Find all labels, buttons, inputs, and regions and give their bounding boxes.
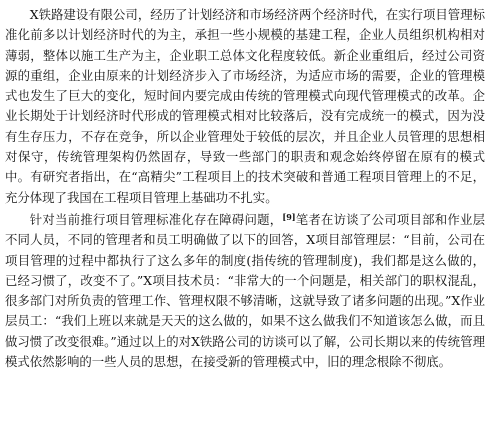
paragraph-text-before-citation: 针对当前推行项目管理标准化存在障碍问题， bbox=[29, 211, 283, 227]
citation-reference: [9] bbox=[282, 211, 296, 222]
document-page bbox=[5, 5, 485, 425]
paragraph-company-background: X铁路建设有限公司，经历了计划经济和市场经济两个经济时代，在实行项目管理标准化前多以计划经济时代的为主，承担一些小规模的基建工程，企业人员组织机构相对薄弱，整体以施工生产为主，企业职工总体文化程度较低。新企业重组后，经过公司资源的重组，企业由原来的计划经济步入了市场经济，为适应市场的需要，企业的管理模式也发生了巨大的变化，短时间内要完成由传统的管理模式向现代管理模式的改革。企业长期处于计划经济时代形成的管理模式相对比较落后，没有完成统一的模式，因为没有生存压力，不存在竞争，所以企业管理处于较低的层次，并且企业人员管理的思想相对保守，传统管理架构仍然固存，导致一些部门的职责和观念始终停留在原有的模式中。有研究者指出，在“高精尖”工程项目上的技术突破和普通工程项目管理上的不足，充分体现了我国在工程项目管理上基础功不扎实。 bbox=[5, 7, 485, 205]
paragraph-interview-findings bbox=[5, 210, 485, 372]
paragraph-text-after-citation: 笔者在访谈了公司项目部和作业层不同人员，不同的管理者和员工明确做了以下的回答，X项目部管理层：“目前，公司在项目管理的过程中都执行了这么多年的制度(指传统的管理制度)，我们都是这么做的，已经习惯了，改变不了。”X项目技术员：“非常大的一个问题是，相关部门的职权混乱，很多部门对所负责的管理工作、管理权限不够清晰，这就导致了诸多问题的出现。”X作业层员工：“我们上班以来就是天天的这么做的，如果不这么做我们不知道该怎么做，而且做习惯了改变很难。”通过以上的对X铁路公司的访谈可以了解，公司长期以来的传统管理模式依然影响的一些人员的思想，在接受新的管理模式中，旧的理念根除不彻底。 bbox=[5, 211, 486, 370]
